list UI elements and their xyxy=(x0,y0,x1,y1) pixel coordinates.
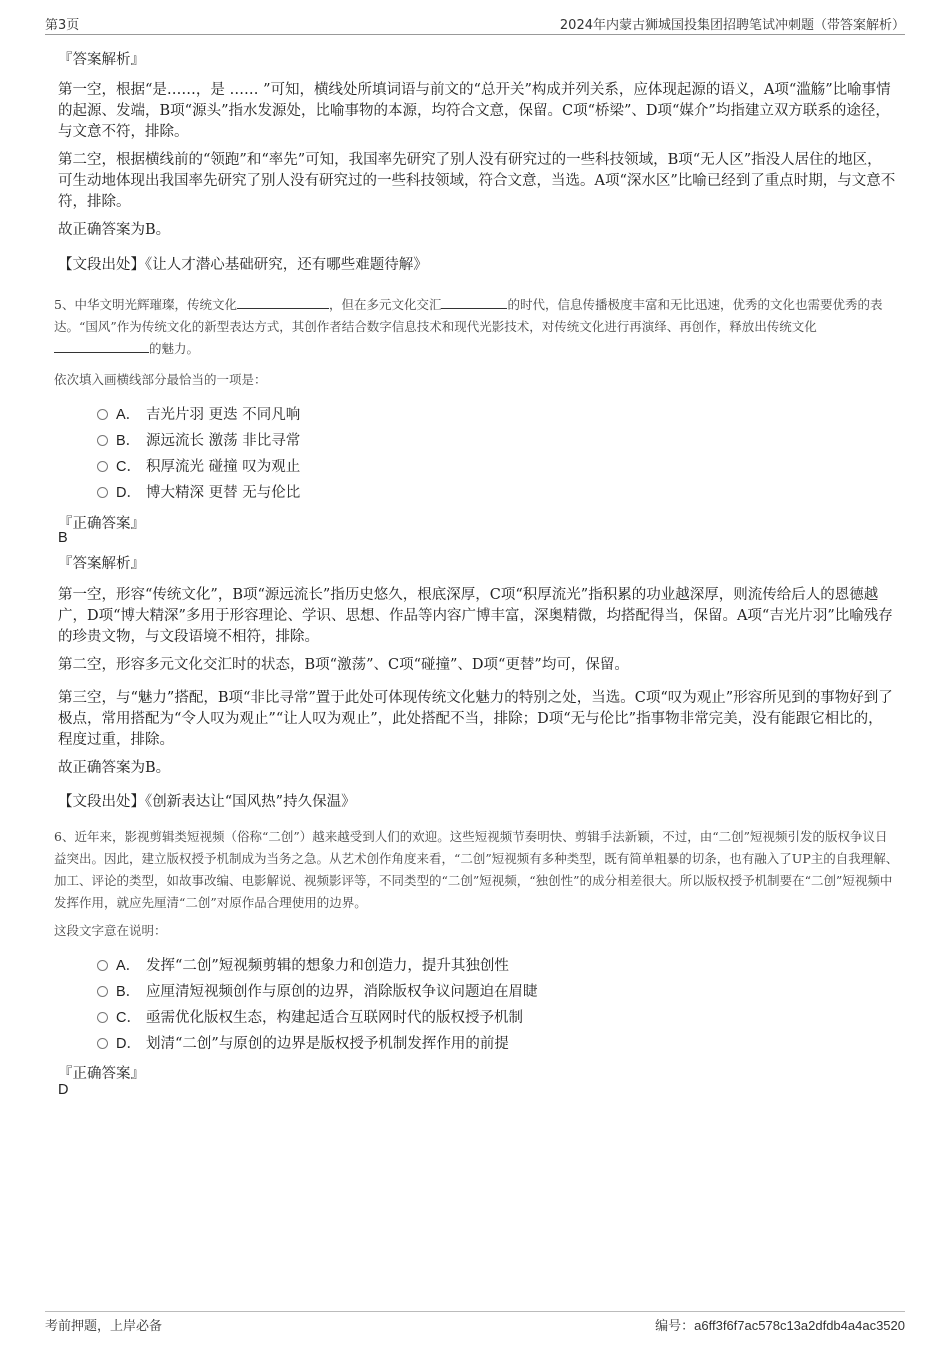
q5-stem xyxy=(54,294,900,360)
q5-analysis-paragraph-1: 第一空，形容“传统文化”，B项“源远流长”指历史悠久，根底深厚，C项“积厚流光”指积累的功业越深厚，则流传给后人的恩德越广，D项“博大精深”多用于形容理论、学识、思想、作品等内容广博丰富，深奥精微，均搭配得当，保留。A项“吉光片羽”比喻残存的珍贵文物，与文段语境不相符，排除。 xyxy=(58,587,893,645)
radio-icon[interactable] xyxy=(97,461,108,472)
radio-icon[interactable] xyxy=(97,1038,108,1049)
radio-icon[interactable] xyxy=(97,1012,108,1023)
q4-analysis-label: 『答案解析』 xyxy=(58,52,145,68)
q4-conclusion: 故正确答案为B。 xyxy=(58,222,171,238)
q5-blank-1 xyxy=(237,295,329,309)
q6-prompt: 这段文字意在说明： xyxy=(54,923,167,938)
page-number: 第3页 xyxy=(45,18,80,33)
q5-stem-part-1: 5、中华文明光辉璀璨，传统文化 xyxy=(54,297,237,312)
q5-correct-answer: B xyxy=(58,530,68,546)
q5-option-b[interactable]: B． 源远流长 激荡 非比寻常 xyxy=(97,431,300,451)
q5-option-c[interactable]: C． 积厚流光 碰撞 叹为观止 xyxy=(97,457,300,477)
q5-analysis-paragraph-3: 第三空，与“魅力”搭配，B项“非比寻常”置于此处可体现传统文化魅力的特别之处，当选。C项“叹为观止”形容所见到的事物好到了极点，常用搭配为“令人叹为观止”“让人叹为观止”，此处搭配不当，排除；D项“无与伦比”指事物非常完美，没有能跟它相比的，程度过重，排除。 xyxy=(58,690,893,748)
radio-icon[interactable] xyxy=(97,986,108,997)
q5-blank-2 xyxy=(441,295,507,309)
q6-correct-answer: D xyxy=(58,1082,69,1098)
document-code xyxy=(655,1315,905,1334)
footer-slogan: 考前押题，上岸必备 xyxy=(45,1319,163,1334)
q6-correct-label: 『正确答案』 xyxy=(58,1066,145,1082)
q5-correct-label: 『正确答案』 xyxy=(58,516,145,532)
q4-analysis-paragraph-1: 第一空，根据“是……，是 …… ”可知，横线处所填词语与前文的“总开关”构成并列关系，应体现起源的语义，A项“滥觞”比喻事情的起源、发端，B项“源头”指水发源处，比喻事物的本源，均符合文意，保留。C项“桥梁”、D项“媒介”均指建立双方联系的途径，与文意不符，排除。 xyxy=(58,82,891,140)
page-header xyxy=(45,14,905,35)
q4-source: 【文段出处】《让人才潜心基础研究，还有哪些难题待解》 xyxy=(58,257,428,273)
q6-option-b[interactable]: B． 应厘清短视频创作与原创的边界，消除版权争议问题迫在眉睫 xyxy=(97,982,538,1002)
radio-icon[interactable] xyxy=(97,409,108,420)
q5-blank-3 xyxy=(54,339,149,353)
q6-stem: 6、近年来，影视剪辑类短视频（俗称“二创”）越来越受到人们的欢迎。这些短视频节奏明快、剪辑手法新颖，不过，由“二创”短视频引发的版权争议日益突出。因此，建立版权授予机制成为当务之急。从艺术创作角度来看，“二创”短视频有多种类型，既有简单粗暴的切条，也有融入了UP主的自我理解、加工、评论的类型，如故事改编、电影解说、视频影评等，不同类型的“二创”短视频，“独创性”的成分相差很大。所以版权授予机制要在“二创”短视频中发挥作用，就应先厘清“二创”对原作品合理使用的边界。 xyxy=(54,829,899,910)
radio-icon[interactable] xyxy=(97,487,108,498)
q5-analysis-paragraph-2: 第二空，形容多元文化交汇时的状态，B项“激荡”、C项“碰撞”、D项“更替”均可，保留。 xyxy=(58,657,629,673)
document-code-label: 编号： xyxy=(655,1319,695,1334)
q5-option-a[interactable]: A． 吉光片羽 更迭 不同凡响 xyxy=(97,405,300,425)
q5-option-d[interactable]: D． 博大精深 更替 无与伦比 xyxy=(97,483,300,503)
q4-analysis-paragraph-2: 第二空，根据横线前的“领跑”和“率先”可知，我国率先研究了别人没有研究过的一些科技领域，B项“无人区”指没人居住的地区，可生动地体现出我国率先研究了别人没有研究过的一些科技领域，符合文意，当选。A项“深水区”比喻已经到了重点时期，与文意不符，排除。 xyxy=(58,152,896,210)
q6-option-c[interactable]: C． 亟需优化版权生态，构建起适合互联网时代的版权授予机制 xyxy=(97,1008,523,1028)
q5-analysis-label: 『答案解析』 xyxy=(58,556,145,572)
q6-option-a[interactable]: A． 发挥“二创”短视频剪辑的想象力和创造力，提升其独创性 xyxy=(97,956,509,976)
q5-conclusion: 故正确答案为B。 xyxy=(58,760,171,776)
radio-icon[interactable] xyxy=(97,960,108,971)
page-footer xyxy=(45,1311,905,1334)
q5-stem-part-2: ，但在多元文化交汇 xyxy=(328,297,442,312)
q5-stem-part-4: 的魅力。 xyxy=(149,341,200,356)
document-title: 2024年内蒙古狮城国投集团招聘笔试冲刺题（带答案解析） xyxy=(559,18,905,33)
document-code-value: a6ff3f6f7ac578c13a2dfdb4a4ac3520 xyxy=(694,1318,905,1333)
q5-stem-part-3: 的时代，信息传播极度丰富和无比迅速，优秀的文化也需要优秀的表达。“国风”作为传统文化的新型表达方式，其创作者结合数字信息技术和现代光影技术，对传统文化进行再演绎、再创作，释放出传统文化 xyxy=(54,297,883,334)
q6-option-d[interactable]: D． 划清“二创”与原创的边界是版权授予机制发挥作用的前提 xyxy=(97,1034,509,1054)
radio-icon[interactable] xyxy=(97,435,108,446)
q5-source: 【文段出处】《创新表达让“国风热”持久保温》 xyxy=(58,794,356,810)
q5-prompt: 依次填入画横线部分最恰当的一项是： xyxy=(54,372,267,387)
